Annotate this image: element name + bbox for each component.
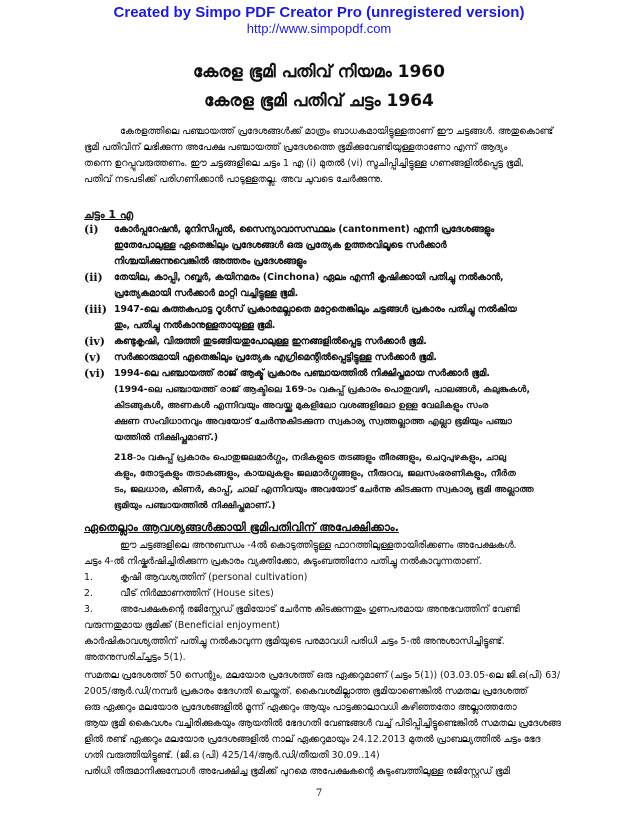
intro-paragraph [84, 124, 584, 188]
item-line: കണ്ടുകൃഷി, വിരുത്തി തുടങ്ങിയതുപോലുള്ള ഇനങ്ങളിൽപ്പെട്ട സർക്കാർ ഭൂമി. [114, 336, 427, 347]
item-line: 1994-ലെ പഞ്ചായത്ത് രാജ് ആക്ട് പ്രകാരം പഞ്ചായത്തിൽ നിക്ഷിപ്തമായ സർക്കാർ ഭൂമി. [114, 368, 490, 379]
limit-line: ആയ ഭൂമി കൈവശം വച്ചിരിക്കുകയും ആയതിൽ ഭേദഗതി വേണ്ടങ്ങൾ വച്ച് പിടിപ്പിച്ചിട്ടുണ്ടെങ്കിൽ സമതല പ്രദേശങ്ങ [84, 718, 561, 729]
item-text [114, 334, 584, 350]
purpose-number: 2. [84, 588, 93, 599]
eligibility-intro [84, 538, 584, 570]
last-paragraph [84, 764, 584, 780]
page-number: 7 [315, 788, 323, 799]
limit-line: 2005/ആർ.ഡി/നമ്പർ പ്രകാരം ഭേദഗതി ചെയ്തത്. കൈവശമില്ലാത്ത ഭൂമിയാണെങ്കിൽ സമതല പ്രദേശത്ത് [84, 686, 528, 697]
item-line: കോർപ്പറേഷൻ, മുനിസിപ്പൽ, സൈന്യാവാസസ്ഥലം (cantonment) എന്നീ പ്രദേശങ്ങളും [114, 224, 495, 235]
note-line: (1994-ലെ പഞ്ചായത്ത് രാജ് ആക്ടിലെ 169-ാം വകുപ്പ് പ്രകാരം പൊതുവഴി, പാലങ്ങൾ, കലുങ്കുകൾ, [114, 384, 531, 395]
panchayat-raj-note-218 [114, 450, 584, 514]
limit-line: ളിൽ രണ്ട് ഏക്കറും മലയോര പ്രദേശങ്ങളിൽ നാല് ഏക്കറുമായും 24.12.2013 മുതൽ പ്രാബല്യത്തിൽ ചട്ടം ഭേദ [84, 734, 541, 745]
intro-line: ഭൂമി പതിവിന് ലഭിക്കുന്ന അപേക്ഷ പഞ്ചായത്ത് പ്രദേശത്തെ ഭൂമിക്കുവേണ്ടിയുള്ളതാണോ എന്ന് ആദ്യം [84, 142, 508, 153]
purpose-text: കൃഷി ആവശ്യത്തിന് (personal cultivation) [120, 572, 308, 583]
limit-line: സമതല പ്രദേശത്ത് 50 സെന്റും, മലയോര പ്രദേശത്ത് ഒരു ഏക്കറുമാണ് (ചട്ടം 5(1)) (03.03.05-ലെ ജി.ഒ(പി) 63/ [84, 670, 561, 681]
note-line: കിടങ്ങുകൾ, അണകൾ എന്നിവയും അവയ്ക്കു മുകളിലോ വശങ്ങളിലോ ഉള്ള വേലികളും സംര [114, 400, 489, 411]
land-limit-paragraph [84, 668, 584, 764]
eligibility-heading: ഏതെല്ലാം ആവശ്യങ്ങൾക്കായി ഭൂമിപതിവിന് അപേക്ഷിക്കാം. [84, 520, 399, 534]
note-line: കളും, തോടുകളും തടാകങ്ങളും, കായലുകളും ജലമാർഗ്ഗങ്ങളും, നീരുറവ, ജലസംഭരണികളും, നീർത [114, 468, 516, 479]
watermark-url: http://www.simpopdf.com [246, 21, 392, 36]
last-line: പരിധി തീരുമാനിക്കുമ്പോൾ അപേക്ഷിച്ച ഭൂമിക്ക് പുറമെ അപേക്ഷകന്റെ കുടുംബത്തിലുള്ള രജിസ്റ്റേഡ് ഭൂമി [84, 766, 510, 777]
item-line: തേയില, കാപ്പി, റബ്ബർ, കയിനമരം (Cinchona) ഏലം എന്നീ കൃഷിക്കായി പതിച്ചു നൽകാൻ, [114, 272, 504, 283]
item-text [114, 350, 584, 366]
eligibility-line: ഈ ചട്ടങ്ങളിലെ അനുബന്ധം -4ൽ കൊടുത്തിട്ടുള്ള ഫാറത്തിലുള്ളതായിരിക്കണം അപേക്ഷകൾ. [120, 540, 517, 551]
note-line: ഭൂമിയും പഞ്ചായത്തിൽ നിക്ഷിപ്തമാണ്.) [114, 500, 276, 511]
item-text [114, 270, 584, 302]
intro-line: തന്നെ ഉറപ്പുവരുത്തണം. ഈ ചട്ടങ്ങളിലെ ചട്ടം 1 എ (i) മുതൽ (vi) സൂചിപ്പിച്ചിട്ടുള്ള ഗണങ്ങളിൽപ്പെട്ട ഭൂമി, [84, 158, 524, 169]
item-line: ഇതേപോലുള്ള ഏതെങ്കിലും പ്രദേശങ്ങൾ ഒരു പ്രത്യേക ഉത്തരവിലൂടെ സർക്കാർ [114, 240, 447, 251]
note-line: 218-ാം വകുപ്പ് പ്രകാരം പൊതുജലമാർഗ്ഗം, നദികളുടെ തടങ്ങളും തീരങ്ങളും, ചെറുപുഴകളും, ചാലു [114, 452, 507, 463]
item-number: (vi) [84, 367, 105, 380]
rules-title: കേരള ഭൂമി പതിവ് ചട്ടം 1964 [204, 91, 434, 111]
item-line: സർക്കാരുമായി ഏതെങ്കിലും പ്രത്യേക എഗ്രിമെന്റിൽപ്പെട്ടിട്ടുള്ള സർക്കാർ ഭൂമി. [114, 352, 437, 363]
item-line: തും, പതിച്ചു നൽകാനുള്ളതായുള്ള ഭൂമി. [114, 320, 276, 331]
item-text [114, 222, 584, 270]
act-title: കേരള ഭൂമി പതിവ് നിയമം 1960 [193, 62, 445, 82]
item-text [114, 302, 584, 334]
intro-line: പതിവ് നടപടിക്ക് പരിഗണിക്കാൻ പാടുള്ളതല്ല. അവ ചുവടെ ചേർക്കുന്നു. [84, 174, 383, 185]
purpose-text: അപേക്ഷകന്റെ രജിസ്റ്റേഡ് ഭൂമിയോട് ചേർന്നു കിടക്കുന്നതും ഗുണപരമായ അനുഭവത്തിന് വേണ്ടി [120, 604, 520, 615]
rule-1a-heading: ചട്ടം 1 എ [84, 208, 134, 221]
purpose-continuation: വരുന്നതുമായ ഭൂമിക്ക് (Beneficial enjoyment) [84, 620, 280, 631]
purpose-number: 1. [84, 572, 93, 583]
item-number: (v) [84, 351, 101, 364]
purpose-text: വീട് നിർമ്മാണത്തിന് (House sites) [120, 588, 274, 599]
purpose-item [84, 570, 584, 586]
purpose-item [84, 586, 584, 602]
item-line: പ്രത്യേകമായി സർക്കാർ മാറ്റി വച്ചിട്ടുള്ള ഭൂമി. [114, 288, 299, 299]
panchayat-raj-note-169 [114, 382, 584, 446]
item-line: നിശ്ചയിക്കുന്നുവെങ്കിൽ അത്തരം പ്രദേശങ്ങളും [114, 256, 307, 267]
item-text [114, 366, 584, 382]
item-number: (i) [84, 223, 99, 236]
item-number: (ii) [84, 271, 103, 284]
item-number: (iii) [84, 303, 107, 316]
purpose-number: 3. [84, 604, 93, 615]
item-line: 1947-ലെ കുത്തകപാട്ട റൂൾസ് പ്രകാരമല്ലാതെ മറ്റേതെങ്കിലും ചട്ടങ്ങൾ പ്രകാരം പതിച്ചു നൽകിയ [114, 304, 517, 315]
intro-line: കേരളത്തിലെ പഞ്ചായത്ത് പ്രദേശങ്ങൾക്ക് മാത്രം ബാധകമായിട്ടുള്ളതാണ് ഈ ചട്ടങ്ങൾ. അതുകൊണ്ട് [120, 126, 554, 137]
purpose-item [84, 602, 584, 618]
limit-line: ഒരു ഏക്കറും മലയോര പ്രദേശങ്ങളിൽ മൂന്ന് ഏക്കറും ആയും പാട്ടക്കാലാവധി കഴിഞ്ഞതോ അല്ലാത്തതോ [84, 702, 517, 713]
watermark-creator: Created by Simpo PDF Creator Pro (unregistered version) [113, 4, 525, 21]
note-line: ക്ഷണ സംവിധാനവും അവയോട് ചേർന്നുകിടക്കുന്ന സ്വകാര്യ സ്വത്തല്ലാത്ത എല്ലാ ഭൂമിയും പഞ്ചാ [114, 416, 512, 427]
note-line: ടം, ജലധാര, കിണർ, കാപ്പ്, ചാല് എന്നിവയും അവയോട് ചേർന്നു കിടക്കുന്ന സ്വകാര്യ ഭൂമി അല്ലാത്ത [114, 484, 534, 495]
item-number: (iv) [84, 335, 105, 348]
limit-line: ഗതി വരുത്തിയിട്ടുണ്ട്. (ജി.ഒ (പി) 425/14/ആർ.ഡി/തീയതി 30.09..14) [84, 750, 380, 761]
purpose-list [84, 570, 584, 666]
extra-line: അതനുസരിച്ച്ചട്ടം 5(1). [84, 652, 186, 663]
eligibility-line: ചട്ടം 4-ൽ നിഷ്കർഷിച്ചിരിക്കുന്ന പ്രകാരം വ്യക്തിക്കോ, കുടുംബത്തിനോ പതിച്ചു നൽകാവുന്നതാണ്. [84, 556, 482, 567]
extra-line: കാർഷികാവശ്യത്തിന് പതിച്ചു നൽകാവുന്ന ഭൂമിയുടെ പരമാവധി പരിധി ചട്ടം 5-ൽ അനുശാസിച്ചിട്ടുണ്ട്. [84, 636, 505, 647]
note-line: യത്തിൽ നിക്ഷിപ്തമാണ്.) [114, 432, 219, 443]
